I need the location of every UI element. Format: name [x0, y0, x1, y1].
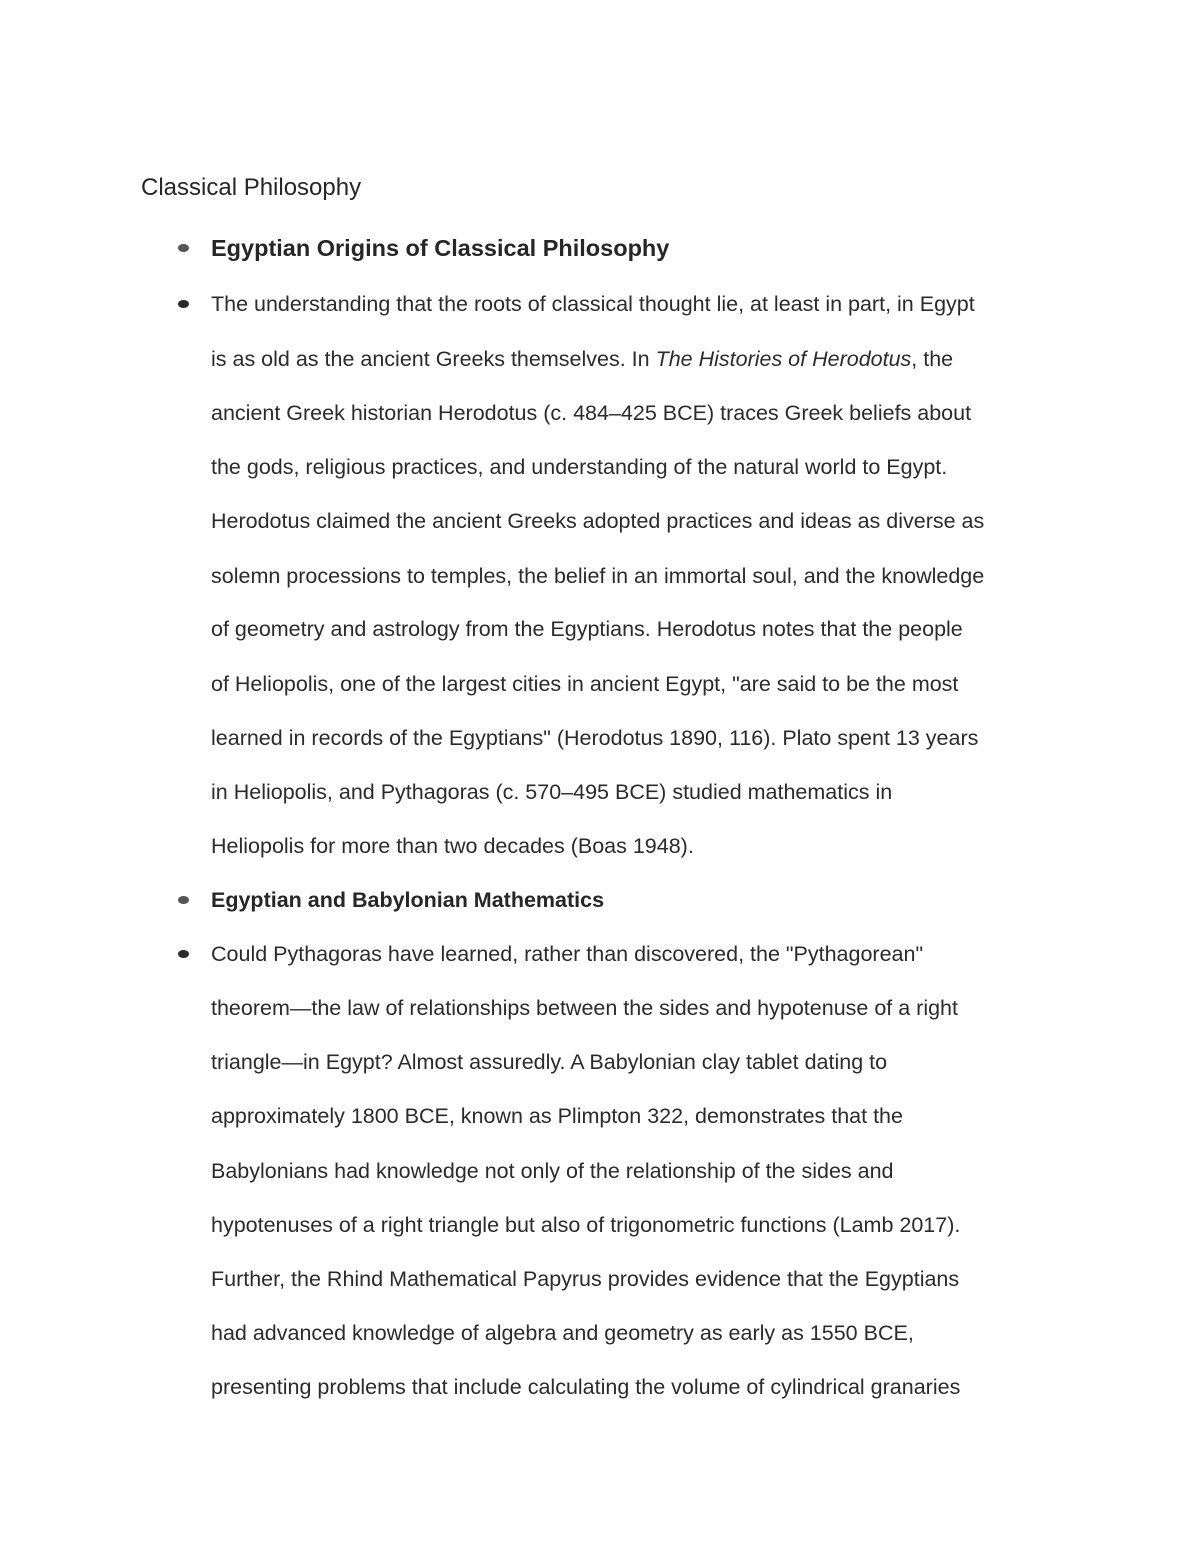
paragraph-line: Herodotus claimed the ancient Greeks adopted practices and ideas as diverse as [211, 509, 985, 533]
paragraph-line: presenting problems that include calculating the volume of cylindrical granaries [211, 1375, 961, 1399]
paragraph-line: ancient Greek historian Herodotus (c. 484–425 BCE) traces Greek beliefs about [211, 401, 972, 425]
paragraph-line: The understanding that the roots of classical thought lie, at least in part, in Egypt [211, 292, 975, 316]
bullet-icon [178, 300, 189, 308]
paragraph-line: in Heliopolis, and Pythagoras (c. 570–495 BCE) studied mathematics in [211, 780, 893, 804]
paragraph-line: Further, the Rhind Mathematical Papyrus provides evidence that the Egyptians [211, 1267, 960, 1291]
paragraph-line: triangle—in Egypt? Almost assuredly. A Babylonian clay tablet dating to [211, 1050, 888, 1074]
paragraph-line: learned in records of the Egyptians" (Herodotus 1890, 116). Plato spent 13 years [211, 726, 979, 750]
paragraph-line: the gods, religious practices, and understanding of the natural world to Egypt. [211, 455, 948, 479]
paragraph-line: Heliopolis for more than two decades (Boas 1948). [211, 834, 694, 858]
page-title: Classical Philosophy [141, 174, 362, 201]
paragraph-line: of geometry and astrology from the Egyptians. Herodotus notes that the people [211, 617, 963, 641]
section-heading-mathematics: Egyptian and Babylonian Mathematics [211, 888, 605, 912]
paragraph-line: hypotenuses of a right triangle but also of trigonometric functions (Lamb 2017). [211, 1213, 961, 1237]
bullet-icon [178, 244, 189, 252]
text-run: , the [911, 347, 954, 371]
paragraph-line: had advanced knowledge of algebra and geometry as early as 1550 BCE, [211, 1321, 914, 1345]
paragraph-line: Babylonians had knowledge not only of the relationship of the sides and [211, 1159, 894, 1183]
paragraph-line: theorem—the law of relationships between the sides and hypotenuse of a right [211, 996, 958, 1020]
section-heading-egyptian-origins: Egyptian Origins of Classical Philosophy [211, 235, 670, 261]
paragraph-line: solemn processions to temples, the belief in an immortal soul, and the knowledge [211, 564, 985, 588]
paragraph-line: approximately 1800 BCE, known as Plimpton 322, demonstrates that the [211, 1104, 903, 1128]
bullet-icon [178, 896, 189, 904]
paragraph-line: Could Pythagoras have learned, rather than discovered, the "Pythagorean" [211, 942, 924, 966]
paragraph-line: of Heliopolis, one of the largest cities in ancient Egypt, "are said to be the most [211, 672, 959, 696]
bullet-icon [178, 950, 189, 958]
book-title-italic: The Histories of Herodotus [655, 347, 912, 371]
paragraph-line [211, 344, 953, 374]
text-run: is as old as the ancient Greeks themselves. In [211, 347, 656, 371]
